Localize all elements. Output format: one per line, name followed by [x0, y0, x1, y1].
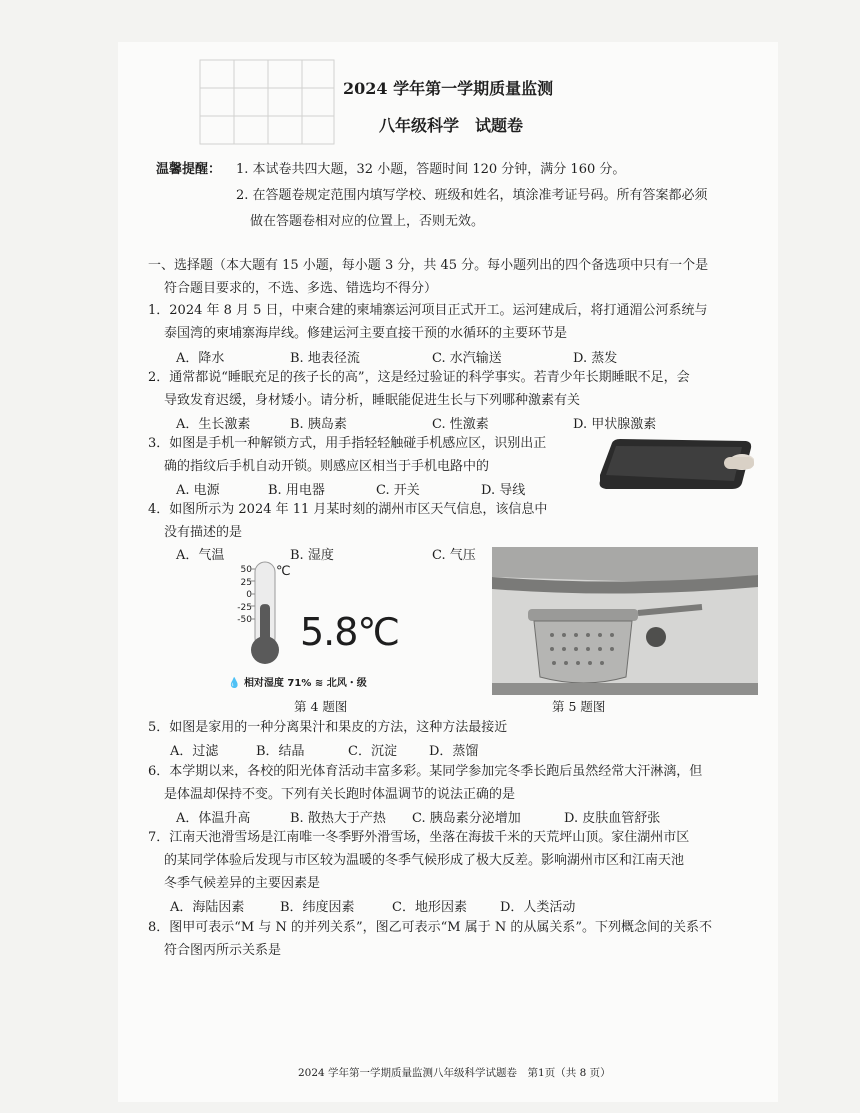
thermometer-scale-minus50: -50 [237, 615, 252, 625]
section-1-heading-cont: 符合题目要求的，不选、多选、错选均不得分） [164, 281, 438, 296]
question-8-stem-cont: 符合图丙所示关系是 [164, 943, 282, 958]
question-6-stem: 6．本学期以来，各校的阳光体育活动丰富多彩。某同学参加完冬季长跑后虽然经常大汗淋漓，但 [148, 764, 703, 779]
question-7-option-a[interactable]: A．海陆因素 [170, 900, 245, 915]
question-1-option-c[interactable]: C. 水汽输送 [432, 351, 502, 366]
question-7-stem: 7．江南天池滑雪场是江南唯一冬季野外滑雪场，坐落在海拔千米的天荒坪山顶。家住湖州市区 [148, 830, 690, 845]
section-1-heading: 一、选择题（本大题有 15 小题，每小题 3 分，共 45 分。每小题列出的四个备选项中只有一个是 [148, 258, 709, 273]
notice-item-2-cont: 做在答题卷相对应的位置上，否则无效。 [250, 214, 485, 229]
humidity-text: 相对湿度 71% [243, 678, 312, 689]
question-2-stem-cont: 导致发育迟缓，身材矮小。请分析，睡眠能促进生长与下列哪种激素有关 [164, 393, 581, 408]
question-4-stem-cont: 没有描述的是 [164, 525, 243, 540]
thermometer-scale-50: 50 [240, 565, 252, 575]
question-1-stem-cont: 泰国湾的柬埔寨海岸线。修建运河主要直接干预的水循环的主要环节是 [164, 326, 568, 341]
notice-item-2: 2. 在答题卷规定范围内填写学校、班级和姓名，填涂准考证号码。所有答案都必须 [236, 188, 708, 203]
question-2-option-d[interactable]: D. 甲状腺激素 [573, 417, 657, 432]
question-7-stem-cont: 的某同学体验后发现与市区较为温暖的冬季气候形成了极大反差。影响湖州市区和江南天池 [164, 853, 685, 868]
page-footer: 2024 学年第一学期质量监测八年级科学试题卷 第1页（共 8 页） [298, 1067, 611, 1079]
wind-text: 北风・级 [326, 678, 367, 689]
weather-figure [222, 560, 462, 692]
question-2-option-a[interactable]: A．生长激素 [176, 417, 251, 432]
temperature-unit: ℃ [276, 564, 291, 579]
bleed-through-table [198, 58, 338, 148]
question-2-stem: 2．通常都说“睡眠充足的孩子长的高”，这是经过验证的科学事实。若青少年长期睡眠不足，会 [148, 370, 690, 385]
question-1-option-b[interactable]: B. 地表径流 [290, 351, 360, 366]
question-4-option-c[interactable]: C. 气压 [432, 548, 476, 563]
question-4-option-a[interactable]: A．气温 [176, 548, 225, 563]
question-7-option-c[interactable]: C．地形因素 [392, 900, 467, 915]
question-6-option-b[interactable]: B. 散热大于产热 [290, 811, 386, 826]
question-3-stem: 3．如图是手机一种解锁方式，用手指轻轻触碰手机感应区，识别出正 [148, 436, 547, 451]
question-4-option-b[interactable]: B. 湿度 [290, 548, 334, 563]
question-2-option-b[interactable]: B. 胰岛素 [290, 417, 347, 432]
figure-5-caption: 第 5 题图 [552, 699, 606, 714]
question-3-stem-cont: 确的指纹后手机自动开锁。则感应区相当于手机电路中的 [164, 459, 490, 474]
question-5-option-c[interactable]: C．沉淀 [348, 744, 397, 759]
figure-4-caption: 第 4 题图 [294, 699, 348, 714]
question-6-stem-cont: 是体温却保持不变。下列有关长跑时体温调节的说法正确的是 [164, 787, 516, 802]
question-3-option-c[interactable]: C. 开关 [376, 483, 420, 498]
wind-icon: ≋ [314, 678, 324, 689]
question-3-option-a[interactable]: A. 电源 [176, 483, 220, 498]
question-1-stem: 1．2024 年 8 月 5 日，中柬合建的柬埔寨运河项目正式开工。运河建成后，将打通湄公河系统与 [148, 303, 708, 318]
question-6-option-c[interactable]: C. 胰岛素分泌增加 [412, 811, 521, 826]
question-5-option-a[interactable]: A．过滤 [170, 744, 219, 759]
question-1-option-d[interactable]: D. 蒸发 [573, 351, 618, 366]
weather-info-line [228, 674, 367, 689]
temperature-reading: 5.8℃ [300, 610, 400, 654]
question-5-option-d[interactable]: D．蒸馏 [429, 744, 479, 759]
question-4-stem: 4．如图所示为 2024 年 11 月某时刻的湖州市区天气信息，该信息中 [148, 502, 548, 517]
notice-label: 温馨提醒： [156, 162, 222, 177]
humidity-icon: 💧 [228, 678, 241, 689]
question-3-option-d[interactable]: D. 导线 [481, 483, 526, 498]
juicer-sieve-image [492, 547, 758, 695]
question-1-option-a[interactable]: A．降水 [176, 351, 225, 366]
exam-title: 2024 学年第一学期质量监测 [343, 79, 554, 98]
exam-subtitle: 八年级科学 试题卷 [379, 116, 524, 135]
question-6-option-d[interactable]: D. 皮肤血管舒张 [564, 811, 661, 826]
thermometer-scale-25: 25 [240, 577, 252, 588]
question-8-stem: 8．图甲可表示“M 与 N 的并列关系”，图乙可表示“M 属于 N 的从属关系”。下列概念间的关系不 [148, 920, 713, 935]
question-5-stem: 5．如图是家用的一种分离果汁和果皮的方法，这种方法最接近 [148, 720, 508, 735]
phone-fingerprint-image [596, 437, 754, 492]
notice-item-1: 1. 本试卷共四大题，32 小题，答题时间 120 分钟，满分 160 分。 [236, 162, 626, 177]
question-7-option-b[interactable]: B．纬度因素 [280, 900, 355, 915]
question-7-option-d[interactable]: D．人类活动 [500, 900, 576, 915]
question-3-option-b[interactable]: B. 用电器 [268, 483, 325, 498]
question-5-option-b[interactable]: B．结晶 [256, 744, 305, 759]
question-2-option-c[interactable]: C. 性激素 [432, 417, 489, 432]
question-7-stem-cont-2: 冬季气候差异的主要因素是 [164, 876, 321, 891]
thermometer-scale-minus25: -25 [237, 602, 252, 613]
thermometer-scale-0: 0 [246, 590, 252, 600]
question-6-option-a[interactable]: A．体温升高 [176, 811, 251, 826]
